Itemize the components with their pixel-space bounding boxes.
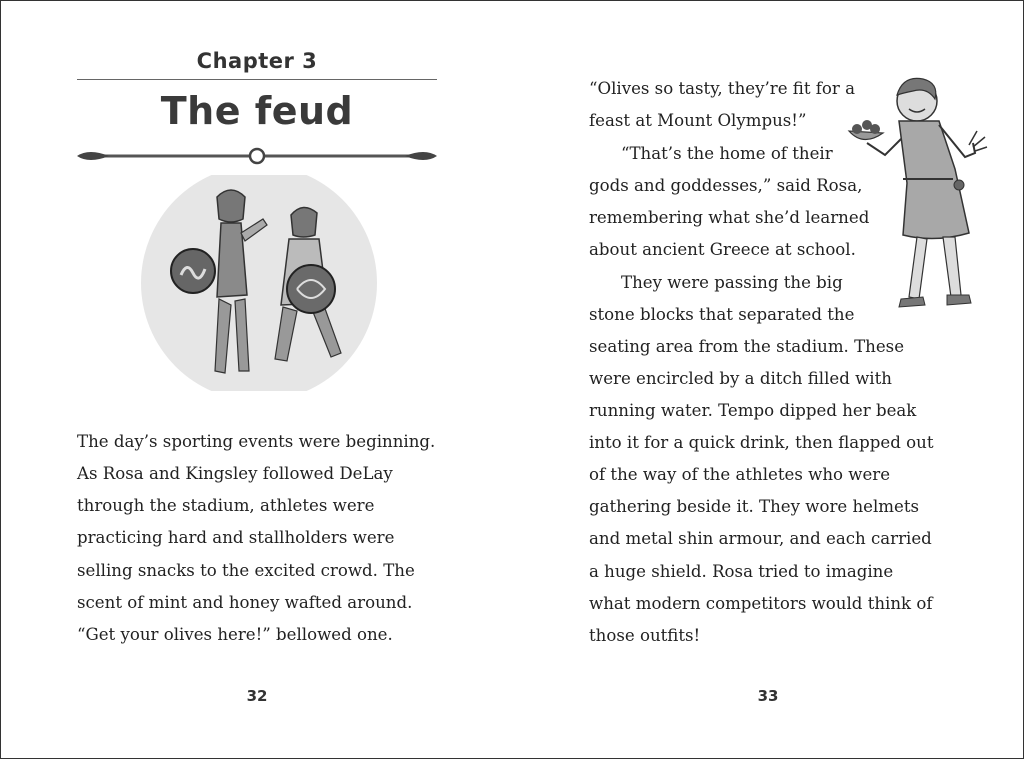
decorative-divider-icon [75, 142, 439, 170]
body-line: those outfits! [589, 626, 701, 645]
body-line: scent of mint and honey wafted around. [77, 593, 413, 612]
body-line: “That’s the home of their [621, 144, 833, 163]
page-number: 32 [246, 687, 268, 705]
chapter-rule [77, 79, 437, 80]
body-line: selling snacks to the excited crowd. The [77, 561, 415, 580]
body-line: what modern competitors would think of [589, 594, 933, 613]
boy-holding-olives-icon [843, 73, 993, 321]
two-greek-athletes-with-shields-icon [135, 175, 383, 391]
body-line: were encircled by a ditch filled with [589, 369, 892, 388]
body-line: of the way of the athletes who were [589, 465, 891, 484]
body-line: As Rosa and Kingsley followed DeLay [77, 464, 393, 483]
body-line: through the stadium, athletes were [77, 496, 375, 515]
body-line: remembering what she’d learned [589, 208, 870, 227]
body-line: about ancient Greece at school. [589, 240, 856, 259]
body-line: stone blocks that separated the [589, 305, 855, 324]
chapter-label: Chapter 3 [196, 49, 318, 73]
body-line: “Olives so tasty, they’re fit for a [589, 79, 856, 98]
body-line: The day’s sporting events were beginning. [77, 432, 436, 451]
chapter-title: The feud [160, 89, 354, 133]
body-line: practicing hard and stallholders were [77, 528, 395, 547]
body-line: into it for a quick drink, then flapped out [589, 433, 934, 452]
body-line: They were passing the big [621, 273, 843, 292]
body-line: “Get your olives here!” bellowed one. [77, 625, 393, 644]
body-line: gathering beside it. They wore helmets [589, 497, 920, 516]
body-line: a huge shield. Rosa tried to imagine [589, 562, 894, 581]
body-line: gods and goddesses,” said Rosa, [589, 176, 863, 195]
page-number: 33 [757, 687, 779, 705]
body-line: and metal shin armour, and each carried [589, 529, 932, 548]
body-line: running water. Tempo dipped her beak [589, 401, 917, 420]
left-page [1, 1, 512, 758]
body-line: feast at Mount Olympus!” [589, 111, 807, 130]
body-line: seating area from the stadium. These [589, 337, 905, 356]
